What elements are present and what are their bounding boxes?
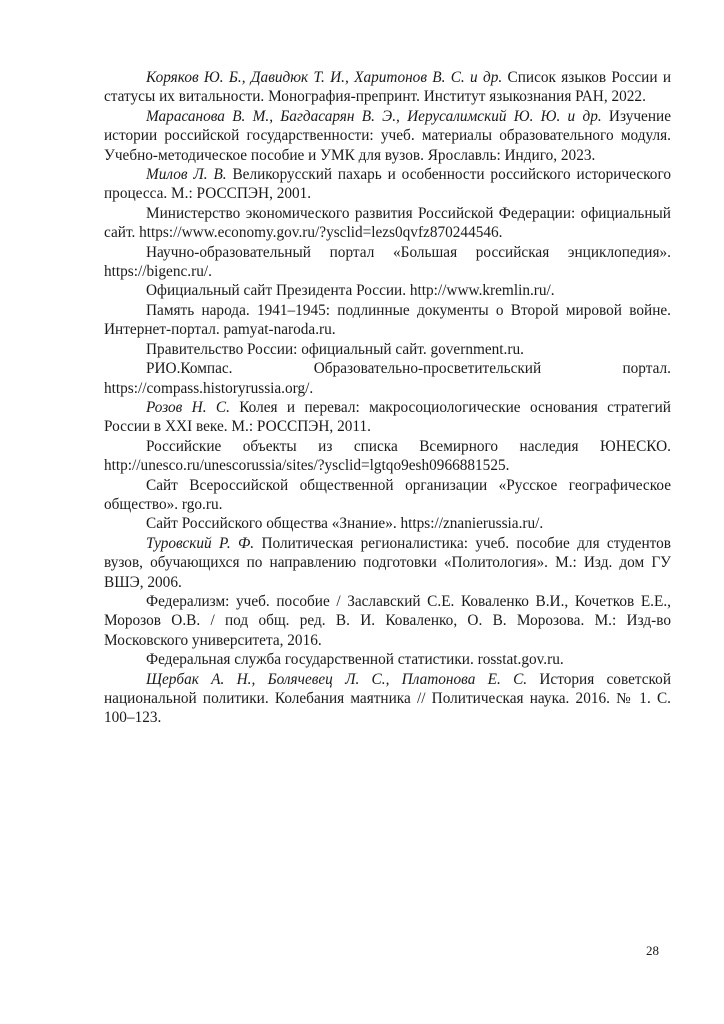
reference-text: Память народа. 1941–1945: подлинные документы о Второй мировой войне. Интернет-портал. pamyat-naroda.ru. bbox=[104, 301, 671, 339]
reference-text: Федерализм: учеб. пособие / Заславский С.Е. Коваленко В.И., Кочетков Е.Е., Морозов О.В. / под общ. ред. В. И. Коваленко, О. В. Морозова. М.: Изд-во Московского университета, 2016. bbox=[104, 592, 671, 649]
reference-entry bbox=[104, 398, 671, 437]
reference-author: Марасанова В. М., Багдасарян В. Э., Иерусалимский Ю. Ю. и др. bbox=[146, 107, 602, 125]
reference-entry bbox=[104, 204, 671, 243]
reference-entry bbox=[104, 107, 671, 165]
reference-author: Милов Л. В. bbox=[146, 166, 227, 184]
reference-text: Правительство России: официальный сайт. government.ru. bbox=[146, 340, 524, 358]
reference-entry bbox=[104, 68, 671, 107]
reference-author: Щербак А. Н., Болячевец Л. С., Платонова Е. С. bbox=[146, 670, 528, 688]
reference-author: Розов Н. С. bbox=[146, 398, 230, 416]
reference-text: Колея и перевал: макросоциологические основания стратегий России в XXI веке. М.: РОССПЭН, 2011. bbox=[104, 398, 671, 436]
reference-text: Великорусский пахарь и особенности российского исторического процесса. М.: РОССПЭН, 2001. bbox=[104, 166, 671, 203]
reference-entry bbox=[104, 650, 671, 669]
reference-entry bbox=[104, 165, 671, 204]
reference-entry bbox=[104, 670, 671, 728]
reference-text: Политическая регионалистика: учеб. пособие для студентов вузов, обучающихся по направлению подготовки «Политология». М.: Изд. дом ГУ ВШЭ, 2006. bbox=[104, 534, 671, 591]
reference-list bbox=[104, 68, 671, 728]
reference-entry bbox=[104, 476, 671, 515]
reference-text: Сайт Российского общества «Знание». https://znanierussia.ru/. bbox=[146, 515, 544, 533]
reference-entry bbox=[104, 243, 671, 282]
reference-text: Официальный сайт Президента России. http://www.kremlin.ru/. bbox=[146, 282, 555, 300]
reference-entry bbox=[104, 281, 671, 300]
reference-text: Федеральная служба государственной статистики. rosstat.gov.ru. bbox=[146, 651, 564, 669]
reference-entry bbox=[104, 437, 671, 476]
reference-entry bbox=[104, 514, 671, 533]
reference-text: Российские объекты из списка Всемирного наследия ЮНЕСКО. http://unesco.ru/unescorussia/sites/?ysclid=lgtqo9esh0966881525. bbox=[104, 437, 671, 475]
reference-entry bbox=[104, 534, 671, 592]
reference-text: Министерство экономического развития Российской Федерации: официальный сайт. https://www.economy.gov.ru/?ysclid=lezs0qvfz870244546. bbox=[104, 204, 671, 242]
reference-text: Научно-образовательный портал «Большая российская энциклопедия». https://bigenc.ru/. bbox=[104, 243, 671, 281]
reference-text: Сайт Всероссийской общественной организации «Русское географическое общество». rgo.ru. bbox=[104, 476, 671, 513]
reference-author: Туровский Р. Ф. bbox=[146, 534, 255, 552]
reference-text: Изучение истории российской государственности: учеб. материалы образовательного модуля. Учебно-методическое пособие и УМК для вузов. Ярославль: Индиго, 2023. bbox=[104, 107, 671, 164]
reference-entry bbox=[104, 301, 671, 340]
reference-entry bbox=[104, 592, 671, 650]
reference-text: Список языков России и статусы их витальности. Монография-препринт. Институт языкознания РАН, 2022. bbox=[104, 69, 672, 106]
reference-text: История советской национальной политики. Колебания маятника // Политическая наука. 2016. № 1. С. 100–123. bbox=[104, 670, 672, 727]
reference-entry bbox=[104, 340, 671, 359]
page-number: 28 bbox=[646, 943, 659, 958]
reference-text: РИО.Компас. Образовательно-просветительский портал. https://compass.historyrussia.org/. bbox=[104, 360, 671, 397]
reference-author: Коряков Ю. Б., Давидюк Т. И., Харитонов В. С. и др. bbox=[146, 69, 503, 86]
reference-entry bbox=[104, 359, 671, 398]
